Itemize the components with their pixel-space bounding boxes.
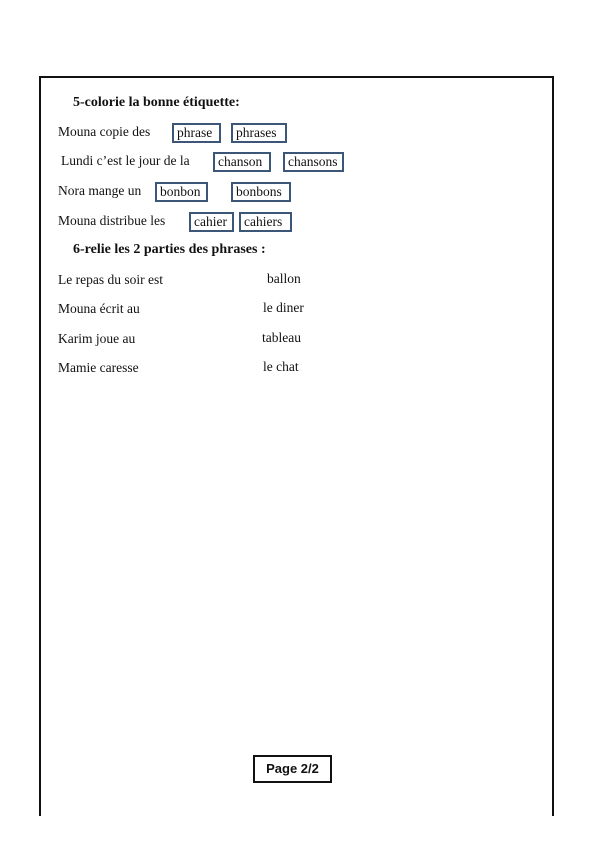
match-left-2[interactable]: Mouna écrit au <box>58 301 140 316</box>
exercise-5-sentence-2: Lundi c’est le jour de la <box>61 153 190 168</box>
match-left-1[interactable]: Le repas du soir est <box>58 272 163 287</box>
label-option-cahier[interactable]: cahier <box>189 212 234 232</box>
exercise-5-sentence-1: Mouna copie des <box>58 124 151 139</box>
label-option-phrase[interactable]: phrase <box>172 123 221 143</box>
exercise-5-title: 5-colorie la bonne étiquette: <box>73 95 240 110</box>
match-right-1[interactable]: ballon <box>267 271 301 286</box>
page-number-box: Page 2/2 <box>253 755 332 783</box>
match-left-3[interactable]: Karim joue au <box>58 331 136 346</box>
match-right-2[interactable]: le diner <box>263 300 304 315</box>
label-option-chanson[interactable]: chanson <box>213 152 271 172</box>
label-option-bonbon[interactable]: bonbon <box>155 182 208 202</box>
exercise-5-sentence-4: Mouna distribue les <box>58 213 166 228</box>
label-option-chansons[interactable]: chansons <box>283 152 344 172</box>
label-option-cahiers[interactable]: cahiers <box>239 212 292 232</box>
match-left-4[interactable]: Mamie caresse <box>58 360 139 375</box>
label-option-phrases[interactable]: phrases <box>231 123 287 143</box>
label-option-bonbons[interactable]: bonbons <box>231 182 291 202</box>
match-right-4[interactable]: le chat <box>263 359 299 374</box>
match-right-3[interactable]: tableau <box>262 330 301 345</box>
exercise-6-title: 6-relie les 2 parties des phrases : <box>73 242 266 257</box>
exercise-5-sentence-3: Nora mange un <box>58 183 142 198</box>
